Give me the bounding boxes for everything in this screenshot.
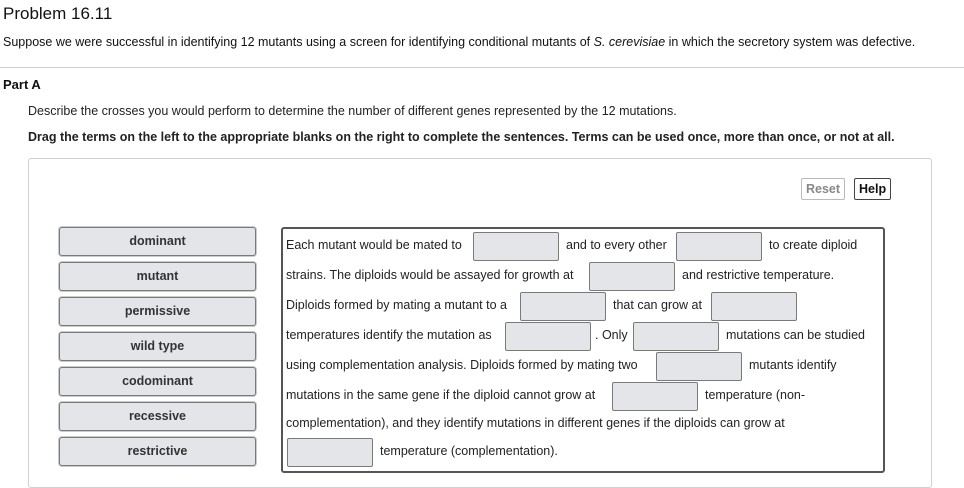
blank-3[interactable]	[589, 262, 675, 291]
sentence-fragment: that can grow at	[613, 298, 702, 312]
sentence-fragment: temperature (non-	[705, 388, 806, 402]
sentence-fragment: Diploids formed by mating a mutant to a	[286, 298, 507, 312]
instructions-text: Drag the terms on the left to the appropriate blanks on the right to complete the sentences. Terms can be used once, more than once, or not at all.	[28, 130, 895, 144]
sentence-fragment: to create diploid	[769, 238, 858, 252]
question-text: Describe the crosses you would perform to determine the number of different genes represented by the 12 mutations.	[28, 104, 677, 118]
sentence-fragment: Each mutant would be mated to	[286, 238, 462, 252]
divider	[0, 67, 964, 68]
sentence-fragment: and to every other	[566, 238, 667, 252]
problem-statement	[3, 35, 915, 49]
term-restrictive[interactable]: restrictive	[59, 437, 256, 466]
sentence-fragment: and restrictive temperature.	[682, 268, 835, 282]
problem-text-before: Suppose we were successful in identifying 12 mutants using a screen for identifying conditional mutants of	[3, 35, 594, 49]
term-wild-type[interactable]: wild type	[59, 332, 256, 361]
term-dominant[interactable]: dominant	[59, 227, 256, 256]
sentence-fragment: complementation), and they identify mutations in different genes if the diploids can grow at	[286, 416, 785, 430]
blank-8[interactable]	[656, 352, 742, 381]
blank-5[interactable]	[711, 292, 797, 321]
sentence-fragment: using complementation analysis. Diploids formed by mating two	[286, 358, 638, 372]
sentence-fragment: . Only	[595, 328, 628, 342]
blank-10[interactable]	[287, 438, 373, 467]
blank-7[interactable]	[633, 322, 719, 351]
sentence-fragment: temperature (complementation).	[380, 444, 558, 458]
sentence-fragment: mutants identify	[749, 358, 837, 372]
species-name: S. cerevisiae	[593, 35, 666, 49]
blank-9[interactable]	[612, 382, 698, 411]
blank-2[interactable]	[676, 232, 762, 261]
term-recessive[interactable]: recessive	[59, 402, 256, 431]
reset-button[interactable]: Reset	[801, 178, 845, 200]
problem-text-after: in which the secretory system was defective.	[665, 35, 916, 49]
problem-title: Problem 16.11	[3, 4, 113, 23]
blank-4[interactable]	[520, 292, 606, 321]
blank-1[interactable]	[473, 232, 559, 261]
sentence-fragment: mutations in the same gene if the diploid cannot grow at	[286, 388, 596, 402]
sentence-fragment: temperatures identify the mutation as	[286, 328, 492, 342]
term-permissive[interactable]: permissive	[59, 297, 256, 326]
help-button[interactable]: Help	[854, 178, 891, 200]
blank-6[interactable]	[505, 322, 591, 351]
term-codominant[interactable]: codominant	[59, 367, 256, 396]
part-label: Part A	[3, 77, 41, 92]
sentence-fragment: mutations can be studied	[726, 328, 865, 342]
term-mutant[interactable]: mutant	[59, 262, 256, 291]
sentence-fragment: strains. The diploids would be assayed for growth at	[286, 268, 574, 282]
